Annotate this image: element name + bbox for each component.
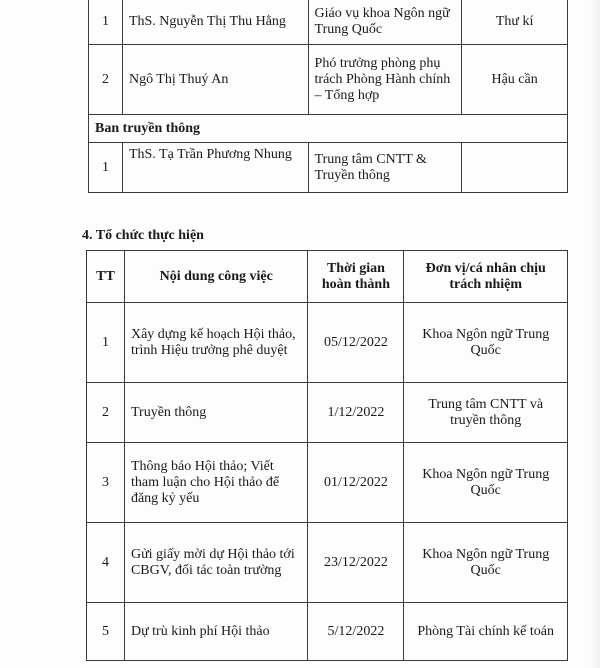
table-row	[87, 523, 568, 603]
member-role: Hậu cần	[462, 45, 568, 115]
column-header-responsible: Đơn vị/cá nhân chịu trách nhiệm	[404, 251, 568, 303]
member-role	[462, 143, 568, 193]
task-deadline: 1/12/2022	[308, 383, 404, 443]
task-responsible: Trung tâm CNTT và truyền thông	[404, 383, 568, 443]
member-name: ThS. Nguyễn Thị Thu Hằng	[122, 0, 308, 45]
table-row	[87, 603, 568, 661]
task-number: 5	[87, 603, 125, 661]
task-responsible: Khoa Ngôn ngữ Trung Quốc	[404, 443, 568, 523]
task-deadline: 05/12/2022	[308, 303, 404, 383]
task-responsible: Khoa Ngôn ngữ Trung Quốc	[404, 303, 568, 383]
task-number: 3	[87, 443, 125, 523]
task-content: Thông báo Hội thảo; Viết tham luận cho Hội thảo để đăng kỷ yếu	[124, 443, 308, 523]
scan-edge-shadow	[590, 0, 600, 668]
section-heading: 4. Tổ chức thực hiện	[82, 228, 204, 243]
task-deadline: 5/12/2022	[308, 603, 404, 661]
task-content: Truyền thông	[124, 383, 308, 443]
table-row	[87, 383, 568, 443]
task-content: Xây dựng kế hoạch Hội thảo, trình Hiệu trưởng phê duyệt	[124, 303, 308, 383]
column-header-deadline: Thời gian hoàn thành	[308, 251, 404, 303]
media-committee-heading: Ban truyền thông	[89, 115, 568, 143]
member-name: Ngô Thị Thuý An	[122, 45, 308, 115]
task-deadline: 23/12/2022	[308, 523, 404, 603]
table-row	[89, 143, 568, 193]
table-header-row	[87, 251, 568, 303]
column-header-tt: TT	[87, 251, 125, 303]
row-number: 2	[89, 45, 123, 115]
table-row	[89, 45, 568, 115]
task-content: Gửi giấy mời dự Hội thảo tới CBGV, đối tác toàn trường	[124, 523, 308, 603]
section-row	[89, 115, 568, 143]
task-number: 4	[87, 523, 125, 603]
task-deadline: 01/12/2022	[308, 443, 404, 523]
table-row	[89, 0, 568, 45]
task-number: 2	[87, 383, 125, 443]
member-unit: Trung tâm CNTT & Truyền thông	[308, 143, 462, 193]
column-header-content: Nội dung công việc	[124, 251, 308, 303]
task-content: Dự trù kinh phí Hội thảo	[124, 603, 308, 661]
member-role: Thư kí	[462, 0, 568, 45]
task-responsible: Khoa Ngôn ngữ Trung Quốc	[404, 523, 568, 603]
member-name: ThS. Tạ Trần Phương Nhung	[122, 143, 308, 193]
task-number: 1	[87, 303, 125, 383]
row-number: 1	[89, 143, 123, 193]
member-unit: Phó trưởng phòng phụ trách Phòng Hành chính – Tổng hợp	[308, 45, 462, 115]
table-row	[87, 303, 568, 383]
implementation-table	[86, 250, 568, 661]
task-responsible: Phòng Tài chính kế toán	[404, 603, 568, 661]
member-unit: Giáo vụ khoa Ngôn ngữ Trung Quốc	[308, 0, 462, 45]
table-row	[87, 443, 568, 523]
committee-table	[88, 0, 568, 193]
row-number: 1	[89, 0, 123, 45]
